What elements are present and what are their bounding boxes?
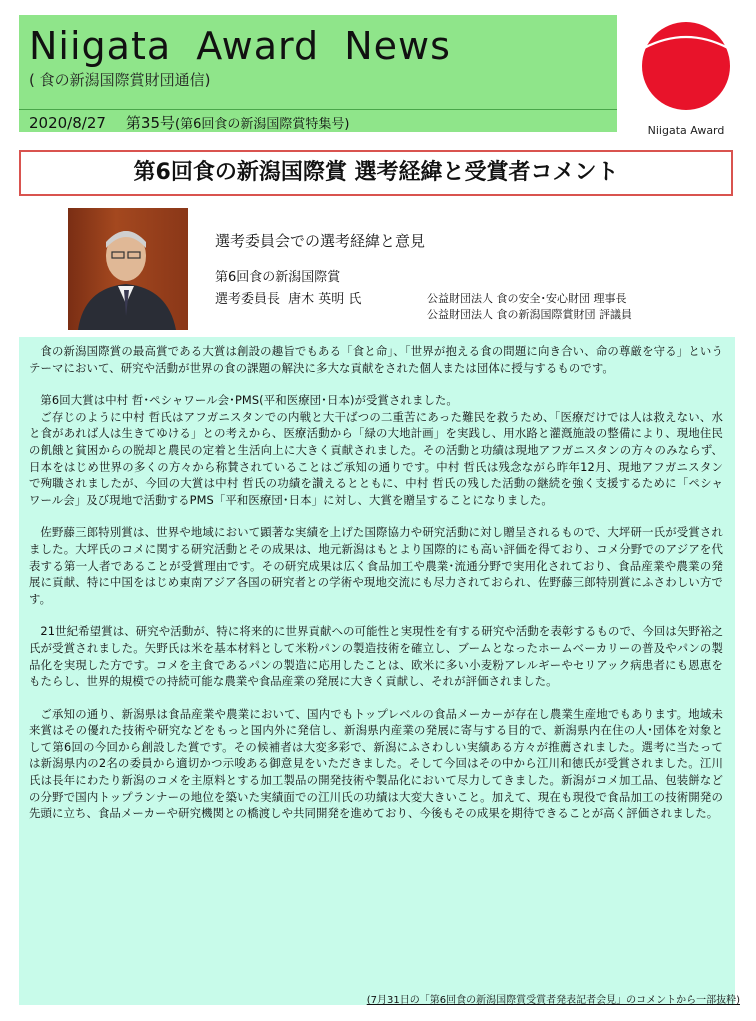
issue-date: 2020/8/27 (29, 114, 106, 132)
paragraph-grand-prize-winner: 第6回大賞は中村 哲･ペシャワール会･PMS(平和医療団･日本)が受賞されました。 (40, 393, 458, 408)
rising-sun-logo-icon (636, 18, 736, 118)
paragraph-grand-prize-intro: 食の新潟国際賞の最高賞である大賞は創設の趣旨でもある「食と命」、「世界が抱える食の問題に向き合い、命の尊厳を守る」というテーマにおいて、研究や活動が世界の食の課題の解決に多大な貢献をされた個人または団体に授与するものです。 (29, 344, 723, 375)
selector-award-title: 第6回食の新潟国際賞 (215, 270, 341, 285)
issue-info (29, 113, 349, 135)
selector-name-line (215, 288, 365, 307)
masthead-title: Niigata Award News (29, 24, 451, 68)
selector-role: 選考委員長 (215, 292, 281, 307)
article-body (19, 337, 735, 1005)
logo-caption: Niigata Award (647, 124, 725, 137)
issue-number: 第35号 (125, 114, 176, 132)
issue-special: (第6回食の新潟国際賞特集号) (175, 117, 350, 132)
selector-affiliation-1: 公益財団法人 食の安全･安心財団 理事長 (427, 292, 627, 305)
selector-name: 唐木 英明 氏 (288, 292, 362, 307)
article-title: 第6回食の新潟国際賞 選考経緯と受賞者コメント (19, 150, 733, 196)
source-footnote: (7月31日の「第6回食の新潟国際賞受賞者発表記者会見」のコメントから一部抜粋) (366, 995, 740, 1006)
paragraph-regional-future-award: ご承知の通り、新潟県は食品産業や農業において、国内でもトップレベルの食品メーカーが存在し農業生産地でもあります。地域未来賞はその優れた技術や研究などをもっと国内外に発信し、新潟県内産業の発展に寄与する目的で、新潟県内在住の人･団体を対象として第6回の今回から創設した賞です。その候補者は大変多彩で、新潟にふさわしい実績ある方々が推薦されました。選考に当たっては新潟県内の2名の委員から適切かつ示唆ある御意見をいただきました。そして今回はその中から江川和徳氏が受賞されました。江川氏は長年にわたり新潟のコメを主原料とする加工製品の開発技術や製品化において尽力してきました。新潟がコメ加工品、包装餅などの分野で国内トップランナーの地位を築いた実績面での江川氏の功績は大変大きいこと。加えて、現在も現役で食品加工の技術開発の先頭に立ち、食品メーカーや研究機関との橋渡しや共同開発を進めており、今後もその成果を期待できることが高く評価されました。 (29, 706, 723, 821)
masthead-subtitle: ( 食の新潟国際賞財団通信) (29, 71, 211, 89)
niigata-award-logo (636, 18, 736, 138)
newsletter-header (19, 15, 617, 132)
selector-portrait-photo (68, 208, 188, 330)
header-divider (19, 109, 617, 110)
portrait-image-icon (68, 208, 188, 330)
intro-heading: 選考委員会での選考経緯と意見 (215, 232, 426, 250)
selector-affiliation-2: 公益財団法人 食の新潟国際賞財団 評議員 (427, 308, 632, 321)
paragraph-sano-special-award: 佐野藤三郎特別賞は、世界や地域において顕著な実績を上げた国際協力や研究活動に対し贈呈されるもので、大坪研一氏が受賞されました。大坪氏のコメに関する研究活動とその成果は、地元新潟はもとより国際的にも高い評価を得ており、コメ分野でのアジアを代表する第一人者であることが受賞理由です。その研究成果は広く食品加工や農業･流通分野で実用化されており、食品産業や農業の発展に貢献、特に中国をはじめ東南アジア各国の研究者との学術や現地交流にも尽力されておられ、佐野藤三郎特別賞にふさわしい方です。 (29, 525, 723, 606)
paragraph-nakamura: ご存じのように中村 哲氏はアフガニスタンでの内戦と大干ばつの二重苦にあった難民を救うため、「医療だけでは人は救えない、水と食があれば人は生きてゆける」との考えから、医療活動から「緑の大地計画」を実践し、用水路と灌漑施設の整備により、現地住民の飢餓と貧困からの脱却と農民の定着と生活向上に大きく貢献されました。その活動と功績は現地アフガニスタンの方々のみならず、日本をはじめ世界の多くの方々から称賛されていることはご承知の通りです。中村 哲氏は残念ながら昨年12月、現地アフガニスタンで殉職されましたが、今回の大賞は中村 哲氏の功績を讃えるとともに、中村 哲氏の残した活動の継続を強く支援するために「ペシャワール会」及び現地で活動するPMS「平和医療団･日本」に対し、大賞を贈呈することになりました。 (29, 409, 723, 507)
paragraph-21st-century-award: 21世紀希望賞は、研究や活動が、特に将来的に世界貢献への可能性と実現性を有する研究や活動を表彰するもので、今回は矢野裕之氏が受賞されました。矢野氏は米を基本材料として米粉パンの製造技術を確立し、ブームとなったホームベーカリーの普及やパンの製品化を実現した方です。コメを主食であるパンの製造に応用したことは、欧米に多い小麦粉アレルギーやセリアック病患者にも恩恵をもたらし、世界的規模での持続可能な農業や食品産業の発展に大きく貢献し、それが評価されました。 (29, 624, 723, 689)
